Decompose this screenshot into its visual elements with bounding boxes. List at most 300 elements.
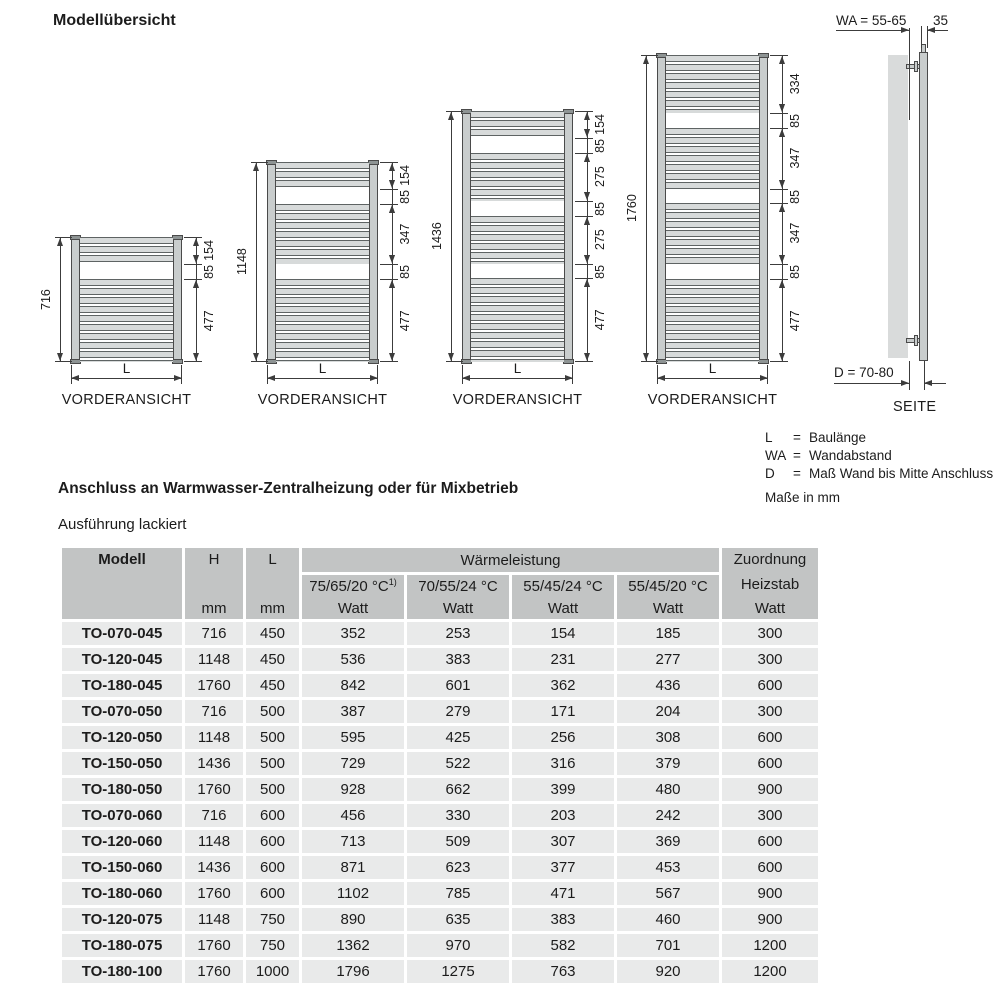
rung-group: [80, 237, 173, 264]
radiator-front-view-716: [39, 237, 216, 408]
dim-arrow: [389, 353, 395, 361]
dim-arrow: [779, 56, 785, 64]
cell-modell: TO-180-045: [62, 674, 182, 697]
cell-watt-70-55-24: 330: [407, 804, 509, 827]
cell-watt-55-45-24: 256: [512, 726, 614, 749]
dim-arrow: [448, 353, 454, 361]
cell-heizstab: 600: [722, 726, 818, 749]
section-dim-label: 275: [593, 166, 607, 188]
tube-cap: [368, 160, 379, 165]
col-header-h: [185, 548, 243, 619]
cell-watt-70-55-24: 522: [407, 752, 509, 775]
legend-symbol: WA: [765, 448, 787, 463]
temp-label: 70/55/24 °C: [418, 578, 498, 595]
cell-watt-70-55-24: 253: [407, 622, 509, 645]
section-dim-label: 85: [398, 264, 412, 279]
section-dim-label: 347: [788, 223, 802, 245]
cell-h: 1148: [185, 908, 243, 931]
table-body: [62, 622, 818, 983]
dim-arrow: [779, 353, 785, 361]
cell-l: 500: [246, 726, 299, 749]
cell-watt-75-65-20: 536: [302, 648, 404, 671]
dim-arrow: [584, 279, 590, 287]
cell-modell: TO-120-050: [62, 726, 182, 749]
cell-watt-55-45-24: 399: [512, 778, 614, 801]
cell-modell: TO-070-050: [62, 700, 182, 723]
section-dim-label: 85: [593, 138, 607, 153]
cell-heizstab: 600: [722, 856, 818, 879]
rung-group: [471, 216, 564, 264]
table-row: [62, 726, 818, 749]
dim-label-wall-distance: WA = 55-65: [836, 13, 907, 28]
dim-arrow: [584, 154, 590, 162]
cell-watt-75-65-20: 456: [302, 804, 404, 827]
extension-line: [380, 189, 398, 190]
dim-line: [657, 378, 768, 379]
unit-watt: Watt: [547, 600, 579, 617]
dim-arrow: [193, 238, 199, 246]
section-dim-label: 477: [202, 309, 216, 331]
cell-l: 600: [246, 804, 299, 827]
dim-arrow: [253, 353, 259, 361]
legend: [765, 429, 993, 507]
legend-row: [765, 465, 993, 483]
view-caption-front: VORDERANSICHT: [257, 392, 388, 408]
cell-l: 750: [246, 934, 299, 957]
unit-watt: Watt: [652, 600, 684, 617]
cell-watt-70-55-24: 635: [407, 908, 509, 931]
dim-arrow: [57, 353, 63, 361]
section-dim-label: 347: [398, 223, 412, 245]
cell-heizstab: 1200: [722, 960, 818, 983]
cell-heizstab: 600: [722, 752, 818, 775]
table-row: [62, 908, 818, 931]
section-dim-label: 85: [398, 189, 412, 204]
length-dim-label: L: [708, 361, 717, 376]
tube-cap: [172, 235, 183, 240]
cell-watt-75-65-20: 928: [302, 778, 404, 801]
cell-watt-55-45-20: 920: [617, 960, 719, 983]
section-dim-label: 334: [788, 73, 802, 95]
cell-watt-55-45-24: 383: [512, 908, 614, 931]
cell-h: 716: [185, 700, 243, 723]
cell-l: 600: [246, 856, 299, 879]
legend-equals: =: [793, 430, 801, 445]
cell-watt-70-55-24: 1275: [407, 960, 509, 983]
cell-heizstab: 300: [722, 648, 818, 671]
cell-modell: TO-120-045: [62, 648, 182, 671]
view-caption-front: VORDERANSICHT: [647, 392, 778, 408]
dim-arrow: [779, 204, 785, 212]
cell-heizstab: 300: [722, 700, 818, 723]
cell-watt-55-45-20: 308: [617, 726, 719, 749]
cell-watt-55-45-24: 316: [512, 752, 614, 775]
dim-arrow: [584, 217, 590, 225]
cell-watt-55-45-24: 154: [512, 622, 614, 645]
temp-label: 75/65/20 °C: [309, 578, 389, 595]
col-header-h-label: H: [208, 551, 220, 568]
col-header-l: [246, 548, 299, 619]
extension-line: [909, 28, 910, 120]
dim-line: [256, 162, 257, 362]
cell-watt-55-45-24: 377: [512, 856, 614, 879]
dim-arrow: [584, 129, 590, 137]
cell-watt-55-45-24: 203: [512, 804, 614, 827]
footnote-marker: 1): [388, 577, 397, 587]
cell-watt-75-65-20: 871: [302, 856, 404, 879]
cell-l: 450: [246, 648, 299, 671]
cell-watt-70-55-24: 662: [407, 778, 509, 801]
height-dim-label: 1760: [625, 194, 639, 223]
cell-watt-70-55-24: 785: [407, 882, 509, 905]
legend-row: [765, 429, 993, 447]
cell-l: 450: [246, 674, 299, 697]
rung-group: [666, 279, 759, 362]
table-header: [62, 548, 818, 619]
cell-heizstab: 600: [722, 830, 818, 853]
extension-line: [575, 264, 593, 265]
cell-heizstab: 300: [722, 622, 818, 645]
table-row: [62, 778, 818, 801]
extension-line: [251, 361, 268, 362]
dim-line: [462, 378, 573, 379]
cell-watt-55-45-20: 453: [617, 856, 719, 879]
dim-arrow: [584, 353, 590, 361]
dim-arrow: [193, 280, 199, 288]
cell-l: 500: [246, 778, 299, 801]
section-dim-label: 477: [788, 310, 802, 331]
wall-bracket-top-plate: [914, 61, 918, 72]
dim-arrow: [253, 163, 259, 171]
cell-modell: TO-120-060: [62, 830, 182, 853]
rung-group: [666, 203, 759, 264]
spec-table: [62, 548, 818, 983]
table-row: [62, 934, 818, 957]
cell-l: 1000: [246, 960, 299, 983]
dim-arrow: [924, 380, 932, 386]
dim-arrow: [643, 353, 649, 361]
dim-arrow: [584, 112, 590, 120]
cell-modell: TO-150-050: [62, 752, 182, 775]
table-row: [62, 700, 818, 723]
dim-arrow: [448, 112, 454, 120]
col-header-modell: Modell: [62, 548, 182, 619]
radiator-front-view-1760: [625, 55, 802, 408]
legend-desc: Baulänge: [809, 430, 867, 445]
table-row: [62, 752, 818, 775]
cell-watt-70-55-24: 383: [407, 648, 509, 671]
dim-arrow: [779, 180, 785, 188]
cell-l: 500: [246, 700, 299, 723]
view-caption-side: SEITE: [893, 399, 937, 415]
dim-line: [587, 111, 588, 362]
dim-label-connection: D = 70-80: [834, 365, 894, 380]
cell-h: 716: [185, 622, 243, 645]
cell-heizstab: 600: [722, 674, 818, 697]
section-dim-label: 347: [788, 147, 802, 169]
cell-watt-55-45-20: 242: [617, 804, 719, 827]
cell-modell: TO-070-045: [62, 622, 182, 645]
cell-modell: TO-150-060: [62, 856, 182, 879]
cell-modell: TO-070-060: [62, 804, 182, 827]
cell-watt-55-45-20: 185: [617, 622, 719, 645]
col-header-temp-70-55-24: [407, 575, 509, 619]
legend-desc: Maß Wand bis Mitte Anschluss: [809, 466, 994, 481]
cell-h: 1148: [185, 648, 243, 671]
dim-arrow: [389, 180, 395, 188]
collector-tube: [462, 111, 471, 362]
dim-arrow: [643, 56, 649, 64]
cell-h: 1148: [185, 726, 243, 749]
table-row: [62, 856, 818, 879]
radiator-front-view-1436: [430, 111, 607, 408]
cell-watt-75-65-20: 713: [302, 830, 404, 853]
cell-l: 600: [246, 830, 299, 853]
dim-arrow: [901, 27, 909, 33]
section-dim-label: 85: [788, 189, 802, 204]
cell-heizstab: 1200: [722, 934, 818, 957]
collector-tube: [71, 237, 80, 362]
section-dim-label: 477: [398, 310, 412, 332]
cell-h: 716: [185, 804, 243, 827]
rung-group: [471, 111, 564, 138]
cell-modell: TO-180-060: [62, 882, 182, 905]
length-dim-label: L: [318, 361, 327, 376]
extension-line: [575, 138, 593, 139]
table-row: [62, 830, 818, 853]
rung-group: [276, 162, 369, 189]
side-tube: [919, 52, 928, 361]
cell-watt-55-45-24: 362: [512, 674, 614, 697]
col-header-l-label: L: [268, 551, 277, 568]
section-dim-label: 85: [593, 201, 607, 216]
extension-line: [909, 361, 910, 390]
rung-group: [276, 204, 369, 265]
rung-group: [471, 153, 564, 201]
extension-line: [575, 361, 593, 362]
cell-watt-75-65-20: 595: [302, 726, 404, 749]
col-header-temp-55-45-20: [617, 575, 719, 619]
cell-l: 600: [246, 882, 299, 905]
section-dim-label: 154: [593, 114, 607, 135]
cell-watt-55-45-20: 567: [617, 882, 719, 905]
col-header-zuordnung: [722, 548, 818, 619]
radiator-front-view-1148: [235, 162, 412, 408]
cell-watt-70-55-24: 623: [407, 856, 509, 879]
cell-watt-70-55-24: 279: [407, 700, 509, 723]
extension-line: [380, 264, 398, 265]
cell-h: 1760: [185, 674, 243, 697]
cell-watt-70-55-24: 970: [407, 934, 509, 957]
cell-watt-55-45-20: 204: [617, 700, 719, 723]
table-row: [62, 882, 818, 905]
collector-tube: [267, 162, 276, 362]
cell-watt-75-65-20: 352: [302, 622, 404, 645]
section-dim-label: 85: [788, 113, 802, 128]
cell-h: 1760: [185, 934, 243, 957]
legend-row: [765, 447, 993, 465]
extension-line: [770, 361, 788, 362]
tube-cap: [758, 53, 769, 58]
cell-heizstab: 900: [722, 882, 818, 905]
legend-symbol: D: [765, 466, 775, 481]
cell-h: 1436: [185, 752, 243, 775]
cell-h: 1760: [185, 882, 243, 905]
cell-h: 1760: [185, 778, 243, 801]
col-group-waermeleistung: Wärmeleistung: [302, 548, 719, 572]
cell-watt-55-45-20: 701: [617, 934, 719, 957]
zuordnung-line: Watt: [754, 600, 786, 617]
rung-group: [666, 55, 759, 113]
cell-watt-55-45-24: 471: [512, 882, 614, 905]
cell-watt-75-65-20: 1102: [302, 882, 404, 905]
section-dim-label: 477: [593, 309, 607, 331]
dim-arrow: [57, 238, 63, 246]
cell-heizstab: 900: [722, 908, 818, 931]
dim-arrow: [389, 163, 395, 171]
dim-label-offset: 35: [933, 13, 949, 28]
legend-equals: =: [793, 448, 801, 463]
collector-tube: [657, 55, 666, 362]
cell-watt-55-45-20: 460: [617, 908, 719, 931]
cell-l: 750: [246, 908, 299, 931]
cell-modell: TO-120-075: [62, 908, 182, 931]
col-header-h-unit: mm: [201, 600, 227, 617]
wall-section: [888, 55, 908, 358]
cell-watt-55-45-20: 277: [617, 648, 719, 671]
dim-line: [71, 378, 182, 379]
cell-watt-75-65-20: 1796: [302, 960, 404, 983]
extension-line: [55, 361, 72, 362]
dim-arrow: [779, 280, 785, 288]
table-row: [62, 804, 818, 827]
zuordnung-line: Zuordnung: [733, 551, 807, 568]
cell-watt-70-55-24: 425: [407, 726, 509, 749]
cell-watt-55-45-24: 171: [512, 700, 614, 723]
cell-h: 1760: [185, 960, 243, 983]
rung-group: [276, 279, 369, 362]
cell-watt-75-65-20: 842: [302, 674, 404, 697]
cell-watt-55-45-24: 231: [512, 648, 614, 671]
extension-line: [770, 189, 788, 190]
dim-arrow: [584, 255, 590, 263]
extension-line: [184, 361, 202, 362]
zuordnung-line: Heizstab: [740, 575, 800, 593]
col-header-l-unit: mm: [260, 600, 285, 617]
extension-line: [770, 113, 788, 114]
dim-arrow: [389, 255, 395, 263]
legend-equals: =: [793, 466, 801, 481]
cell-watt-55-45-24: 763: [512, 960, 614, 983]
cell-watt-55-45-20: 379: [617, 752, 719, 775]
extension-line: [770, 264, 788, 265]
temp-label: 55/45/24 °C: [523, 578, 603, 595]
collector-tube: [369, 162, 378, 362]
section-dim-label: 275: [593, 229, 607, 250]
cell-modell: TO-180-100: [62, 960, 182, 983]
table-row: [62, 648, 818, 671]
cell-watt-75-65-20: 890: [302, 908, 404, 931]
cell-watt-55-45-20: 480: [617, 778, 719, 801]
cell-modell: TO-180-075: [62, 934, 182, 957]
cell-watt-75-65-20: 387: [302, 700, 404, 723]
cell-modell: TO-180-050: [62, 778, 182, 801]
table-row: [62, 960, 818, 983]
dim-arrow: [927, 27, 935, 33]
cell-watt-55-45-24: 582: [512, 934, 614, 957]
legend-note: Maße in mm: [765, 490, 841, 505]
cell-watt-55-45-24: 307: [512, 830, 614, 853]
col-header-temp-75-65-20: [302, 575, 404, 619]
collector-tube: [759, 55, 768, 362]
section-dim-label: 85: [593, 263, 607, 278]
rung-group: [666, 128, 759, 189]
page-title: Modellübersicht: [53, 12, 176, 29]
cell-watt-55-45-20: 369: [617, 830, 719, 853]
dim-line: [836, 30, 909, 31]
collector-tube: [173, 237, 182, 362]
cell-watt-70-55-24: 601: [407, 674, 509, 697]
view-caption-front: VORDERANSICHT: [452, 392, 583, 408]
height-dim-label: 1148: [235, 248, 249, 276]
dim-arrow: [779, 255, 785, 263]
dim-line: [646, 55, 647, 362]
dim-arrow: [193, 353, 199, 361]
table-row: [62, 674, 818, 697]
dim-arrow: [901, 380, 909, 386]
dim-arrow: [193, 255, 199, 263]
cell-heizstab: 900: [722, 778, 818, 801]
unit-watt: Watt: [442, 600, 474, 617]
dim-arrow: [779, 129, 785, 137]
extension-line: [446, 361, 463, 362]
collector-tube: [564, 111, 573, 362]
cell-watt-55-45-20: 436: [617, 674, 719, 697]
cell-watt-75-65-20: 1362: [302, 934, 404, 957]
legend-symbol: L: [765, 430, 773, 445]
cell-l: 450: [246, 622, 299, 645]
extension-line: [184, 264, 202, 265]
temp-label: 55/45/20 °C: [628, 578, 708, 595]
height-dim-label: 1436: [430, 222, 444, 251]
dim-arrow: [389, 280, 395, 288]
extension-line: [575, 201, 593, 202]
cell-heizstab: 300: [722, 804, 818, 827]
length-dim-label: L: [122, 361, 131, 376]
section-dim-label: 154: [398, 165, 412, 186]
dim-arrow: [584, 192, 590, 200]
extension-line: [641, 361, 658, 362]
col-header-temp-55-45-24: [512, 575, 614, 619]
dim-line: [834, 383, 909, 384]
wall-bracket-bottom-plate: [914, 335, 918, 346]
section-dim-label: 154: [202, 240, 216, 261]
cell-watt-75-65-20: 729: [302, 752, 404, 775]
section-heading: Anschluss an Warmwasser-Zentralheizung oder für Mixbetrieb: [58, 480, 519, 497]
unit-watt: Watt: [337, 600, 369, 617]
cell-h: 1148: [185, 830, 243, 853]
rung-group: [80, 279, 173, 362]
legend-desc: Wandabstand: [809, 448, 892, 463]
height-dim-label: 716: [39, 289, 53, 310]
cell-h: 1436: [185, 856, 243, 879]
cell-l: 500: [246, 752, 299, 775]
dim-line: [60, 237, 61, 362]
dim-arrow: [389, 205, 395, 213]
dim-line: [451, 111, 452, 362]
rung-group: [471, 278, 564, 361]
cell-watt-70-55-24: 509: [407, 830, 509, 853]
